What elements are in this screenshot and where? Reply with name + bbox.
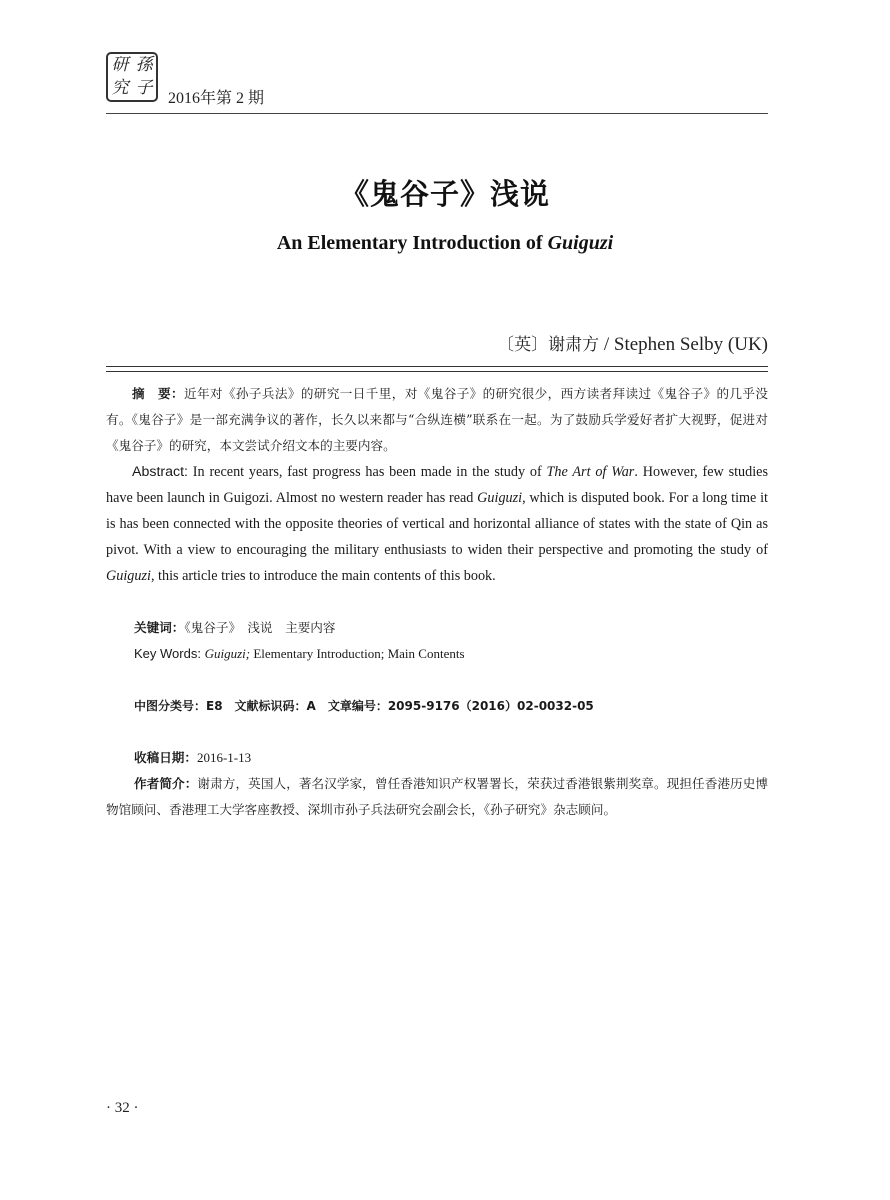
keywords-chinese [106,615,768,641]
received-date-label: 收稿日期： [134,750,197,765]
author-name-en: Stephen Selby (UK) [613,334,768,355]
author-bio [106,771,768,823]
abstract-chinese [106,381,768,459]
abstract-english-italic: Guiguzi [477,490,523,506]
received-date [106,745,768,771]
title-english-italic: Guiguzi [547,232,614,254]
article-front-matter [106,381,768,823]
received-date-value: 2016-1-13 [196,750,252,765]
abstract-english-italic: The Art of War [546,464,635,480]
title-english-text: An Elementary Introduction of [276,232,548,254]
abstract-english-text: . However, few studies have been launch in Guigozi. Almost no western reader has read [106,464,768,506]
abstract-english [106,459,768,589]
author-bio-label: 作者简介： [134,776,198,791]
author-name-zh: 谢肃方 [548,335,600,355]
page-header [106,52,768,114]
keywords-english [106,641,768,667]
abstract-english-italic: Guiguzi [106,568,151,584]
keywords-chinese-label: 关键词： [134,620,185,635]
classification-line: 中图分类号：E8 文献标识码：A 文章编号：2095-9176（2016）02-0032-05 [134,699,594,713]
abstract-english-text: In recent years, fast progress has been made in the study of [187,464,547,480]
title-chinese: 《鬼谷子》浅说 [339,177,550,211]
abstract-english-text: , this article tries to introduce the main contents of this book. [150,568,496,584]
logo-char: 究 [111,78,129,98]
logo-char: 子 [135,78,153,98]
abstract-chinese-text: 近年对《孙子兵法》的研究一日千里，对《鬼谷子》的研究很少，西方读者拜读过《鬼谷子》的几乎没有。《鬼谷子》是一部充满争议的著作，长久以来都与“合纵连横”联系在一起。为了鼓励兵学爱好者扩大视野，促进对《鬼谷子》的研究，本文尝试介绍文本的主要内容。 [106,386,769,453]
header-rule [106,113,768,114]
abstract-english-text: , which is disputed book. For a long time it is has been connected with the opposite theories of vertical and horizontal alliance of states with the state of Qin as pivot. With a view to encouraging the military enthusiasts to widen their perspective and promoting the study of [106,490,768,558]
logo-char: 孫 [135,55,153,75]
abstract-chinese-label: 摘 要： [132,386,184,401]
keywords-english-label: Key Words: [134,646,205,661]
abstract-english-label: Abstract: [132,464,188,480]
title-divider [106,366,768,372]
logo-char: 研 [111,55,129,75]
author-country: 〔英〕 [497,335,549,355]
journal-logo [106,52,158,102]
keywords-chinese-text: 《鬼谷子》 浅说 主要内容 [184,620,336,635]
author-separator: / [599,334,614,355]
title-english [0,232,890,255]
issue-label: 2016年第 2 期 [168,90,265,107]
keywords-english-italic: Guiguzi; [204,646,251,661]
author-bio-text: 谢肃方，英国人，著名汉学家，曾任香港知识产权署署长，荣获过香港银紫荆奖章。现担任香港历史博物馆顾问、香港理工大学客座教授、深圳市孙子兵法研究会副会长，《孙子研究》杂志顾问。 [106,776,769,817]
author-line [497,330,768,356]
keywords-english-text: Elementary Introduction; Main Contents [250,646,465,661]
page-number: · 32 · [106,1100,139,1116]
